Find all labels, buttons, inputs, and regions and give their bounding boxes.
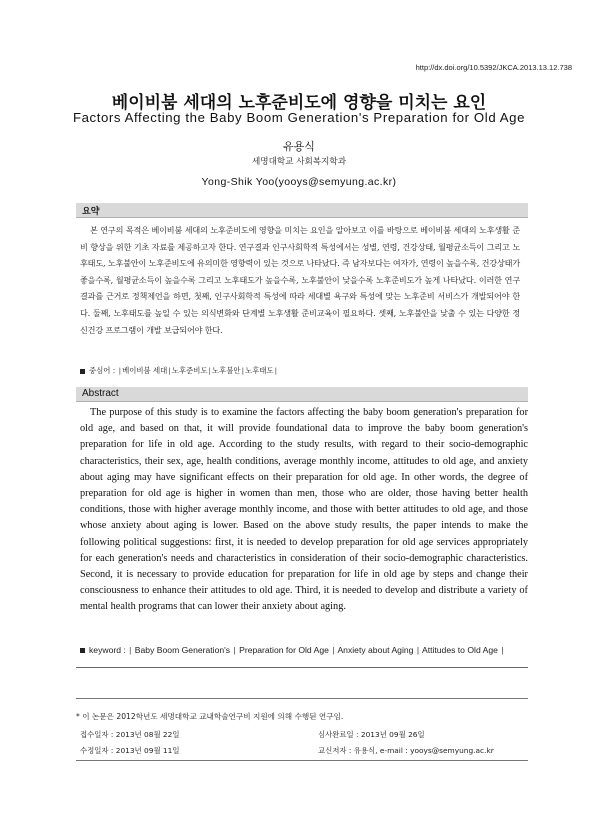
abstract-korean: 본 연구의 목적은 베이비붐 세대의 노후준비도에 영향을 미치는 요인을 알아보고 이를 바탕으로 베이비붐 세대의 노후생활 준비 향상을 위한 기초 자료를 제공하고자 한다. 연구결과 인구사회학적 특성에서는 성별, 연령, 건강상태, 월평균소득이 그리고 노후태도, 노후불안이 노후준비도에 유의미한 영향력이 있는 것으로 나타났다. 즉 남자보다는 여자가, 연령이 높을수록, 건강상태가 좋을수록, 월평균소득이 높을수록 그리고 노후태도가 높을수록, 노후불안이 낮을수록 노후준비도가 높게 나타났다. 이러한 연구결과를 근거로 정책제언을 하면, 첫째, 인구사회학적 특성에 따라 세대별 욕구와 특성에 맞는 노후준비 서비스가 개발되어야 한다. 둘째, 노후태도를 높일 수 있는 의식변화와 단계별 노후생활 준비교육이 필요하다. 셋째, 노후불안을 낮출 수 있는 다양한 정신건강 프로그램이 개발 보급되어야 한다. bbox=[80, 225, 520, 335]
keyword-item: 노후불안 bbox=[212, 366, 241, 375]
keyword-item: Anxiety about Aging bbox=[337, 645, 414, 655]
corresponding-author: 교신저자 : 유용식, e-mail : yooys@semyung.ac.kr bbox=[318, 746, 494, 755]
section-title-summary: 요약 bbox=[82, 207, 100, 217]
keyword-item: Baby Boom Generation's bbox=[134, 645, 231, 655]
divider bbox=[76, 698, 528, 699]
keyword-item: 노후태도 bbox=[245, 366, 274, 375]
author-name-english: Yong-Shik Yoo(yooys@semyung.ac.kr) bbox=[201, 176, 397, 188]
revised-date: 수정일자 : 2013년 09월 11일 bbox=[80, 746, 180, 755]
abstract-english: The purpose of this study is to examine the factors affecting the baby boom generation's preparation for old age, and based on that, it will provide foundational data to improve the baby boom generation's preparation for life in old age. According to the study results, with regard to their socio-demographic characteristics, their sex, age, health conditions, average monthly income, attitudes to old age, and anxiety about aging may have significant effects on their preparation for old age. In other words, the degree of preparation for old age is higher in women than men, those who are older, those having better health conditions, those with higher average monthly income, and those with better attitudes to old age, and those whose anxiety about aging is lower. Based on the above study results, the paper intends to make the following political suggestions: first, it is needed to develop preparation for old age services appropriately for each generation's needs and characteristics in consideration of their socio-demographic characteristics. Second, it is necessary to provide education for preparation for life in old age by steps and change their consciousness to enhance their attitudes to old age. Third, it is needed to develop and distribute a variety of mental health programs that can lower their anxiety about aging. bbox=[80, 407, 528, 613]
author-name-korean: 유용식 bbox=[283, 140, 315, 153]
divider bbox=[76, 760, 528, 761]
doi-link[interactable]: http://dx.doi.org/10.5392/JKCA.2013.13.12.738 bbox=[415, 63, 572, 72]
keywords-label: 중심어 : bbox=[89, 366, 116, 375]
keyword-item: Preparation for Old Age bbox=[239, 645, 329, 655]
keyword-item: Attitudes to Old Age bbox=[421, 645, 498, 655]
title-english: Factors Affecting the Baby Boom Generation's Preparation for Old Age bbox=[72, 110, 526, 125]
affiliation-korean: 세명대학교 사회복지학과 bbox=[251, 157, 347, 167]
keywords-korean: 중심어 : |베이비붐 세대|노후준비도|노후불안|노후태도| bbox=[80, 365, 278, 376]
divider bbox=[76, 667, 528, 668]
keywords-label: keyword : bbox=[89, 645, 126, 655]
keyword-item: 노후준비도 bbox=[171, 366, 208, 375]
section-header-summary bbox=[76, 203, 528, 218]
title-korean: 베이비붐 세대의 노후준비도에 영향을 미치는 요인 bbox=[111, 93, 487, 113]
accepted-date: 심사완료일 : 2013년 09월 26일 bbox=[318, 730, 425, 739]
bullet-icon bbox=[80, 369, 85, 374]
section-title-abstract: Abstract bbox=[82, 388, 119, 399]
keywords-english: keyword : | Baby Boom Generation's | Preparation for Old Age | Anxiety about Aging | Attitudes to Old Age | bbox=[80, 645, 505, 655]
section-header-abstract bbox=[76, 387, 528, 402]
funding-footnote: * 이 논문은 2012학년도 세명대학교 교내학술연구비 지원에 의해 수행된 연구임. bbox=[76, 712, 344, 721]
keyword-item: 베이비붐 세대 bbox=[122, 366, 168, 375]
received-date: 접수일자 : 2013년 08월 22일 bbox=[80, 730, 180, 739]
bullet-icon bbox=[80, 648, 85, 653]
